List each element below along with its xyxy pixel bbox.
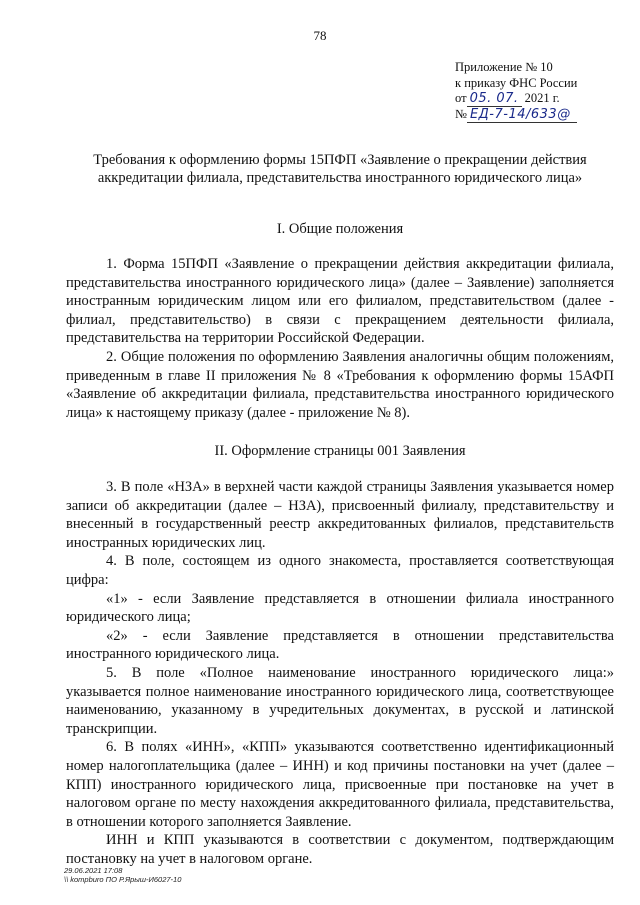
paragraph: 1. Форма 15ПФП «Заявление о прекращении действия аккредитации филиала, представительства иностранного юридического лица» (далее – Заявление) заполняется иностранным юридическим лицом или его филиалом, представительством (далее - филиал, представительство) в связи с прекращением деятельности филиала, представительства на территории Российской Федерации. bbox=[66, 256, 614, 347]
paragraph: «2» - если Заявление представляется в отношении представительства иностранного юридического лица. bbox=[66, 627, 614, 663]
handwritten-number: ЕД-7-14/633@ bbox=[467, 107, 577, 123]
page-number: 78 bbox=[313, 28, 327, 43]
section-page001-body bbox=[66, 478, 614, 868]
paragraph: 6. В полях «ИНН», «КПП» указываются соответственно идентификационный номер налогоплательщика (далее – ИНН) и код причины постановки на учет (далее – КПП) иностранного юридического лица, присвоенные при постановке на учет в налоговом органе по месту нахождения аккредитованного филиала, представительства, в отношении которого заполняется Заявление. bbox=[66, 739, 614, 830]
footer-file-path: \\ kompburo ПО Р.Ярыш-И6027-10 bbox=[64, 875, 182, 884]
appendix-date bbox=[455, 91, 630, 107]
paragraph: «1» - если Заявление представляется в отношении филиала иностранного юридического лица; bbox=[66, 590, 614, 626]
paragraph: 4. В поле, состоящем из одного знакоместа, проставляется соответствующая цифра: bbox=[66, 553, 614, 588]
document-title: Требования к оформлению формы 15ПФП «Заявление о прекращении действия аккредитации филиала, представительства иностранного юридического лица» bbox=[93, 152, 587, 186]
date-prefix: от bbox=[455, 91, 467, 105]
paragraph: ИНН и КПП указываются в соответствии с документом, подтверждающим постановку на учет в налоговом органе. bbox=[66, 832, 614, 867]
section-general-body bbox=[66, 255, 614, 422]
appendix-number bbox=[455, 107, 630, 123]
number-prefix: № bbox=[455, 106, 467, 121]
footer-stamp bbox=[64, 866, 181, 884]
handwritten-date: 05. 07. bbox=[467, 91, 522, 107]
section-heading-general: I. Общие положения bbox=[276, 221, 404, 237]
appendix-block bbox=[455, 60, 630, 122]
paragraph: 5. В поле «Полное наименование иностранного юридического лица:» указывается полное наименование иностранного юридического лица, соответствующее наименованию, указанному в учредительных документах, в русской и латинской транскрипции. bbox=[66, 664, 614, 737]
section-heading-page001: II. Оформление страницы 001 Заявления bbox=[214, 443, 466, 459]
paragraph: 2. Общие положения по оформлению Заявления аналогичны общим положениям, приведенным в главе II приложения № 8 «Требования к оформлению формы 15АФП «Заявление об аккредитации филиала, представительства иностранного юридического лица» к настоящему приказу (далее - приложение № 8). bbox=[66, 348, 614, 421]
appendix-title: Приложение № 10 bbox=[455, 60, 553, 74]
paragraph: 3. В поле «НЗА» в верхней части каждой страницы Заявления указывается номер записи об аккредитации (далее – НЗА), присвоенный филиалу, представительству и внесенный в государственный реестр аккредитованных филиалов, представительств иностранных юридических лиц. bbox=[66, 479, 614, 551]
footer-timestamp: 29.06.2021 17:08 bbox=[64, 866, 123, 875]
appendix-order-ref: к приказу ФНС России bbox=[455, 75, 578, 90]
date-year: 2021 г. bbox=[524, 91, 560, 105]
